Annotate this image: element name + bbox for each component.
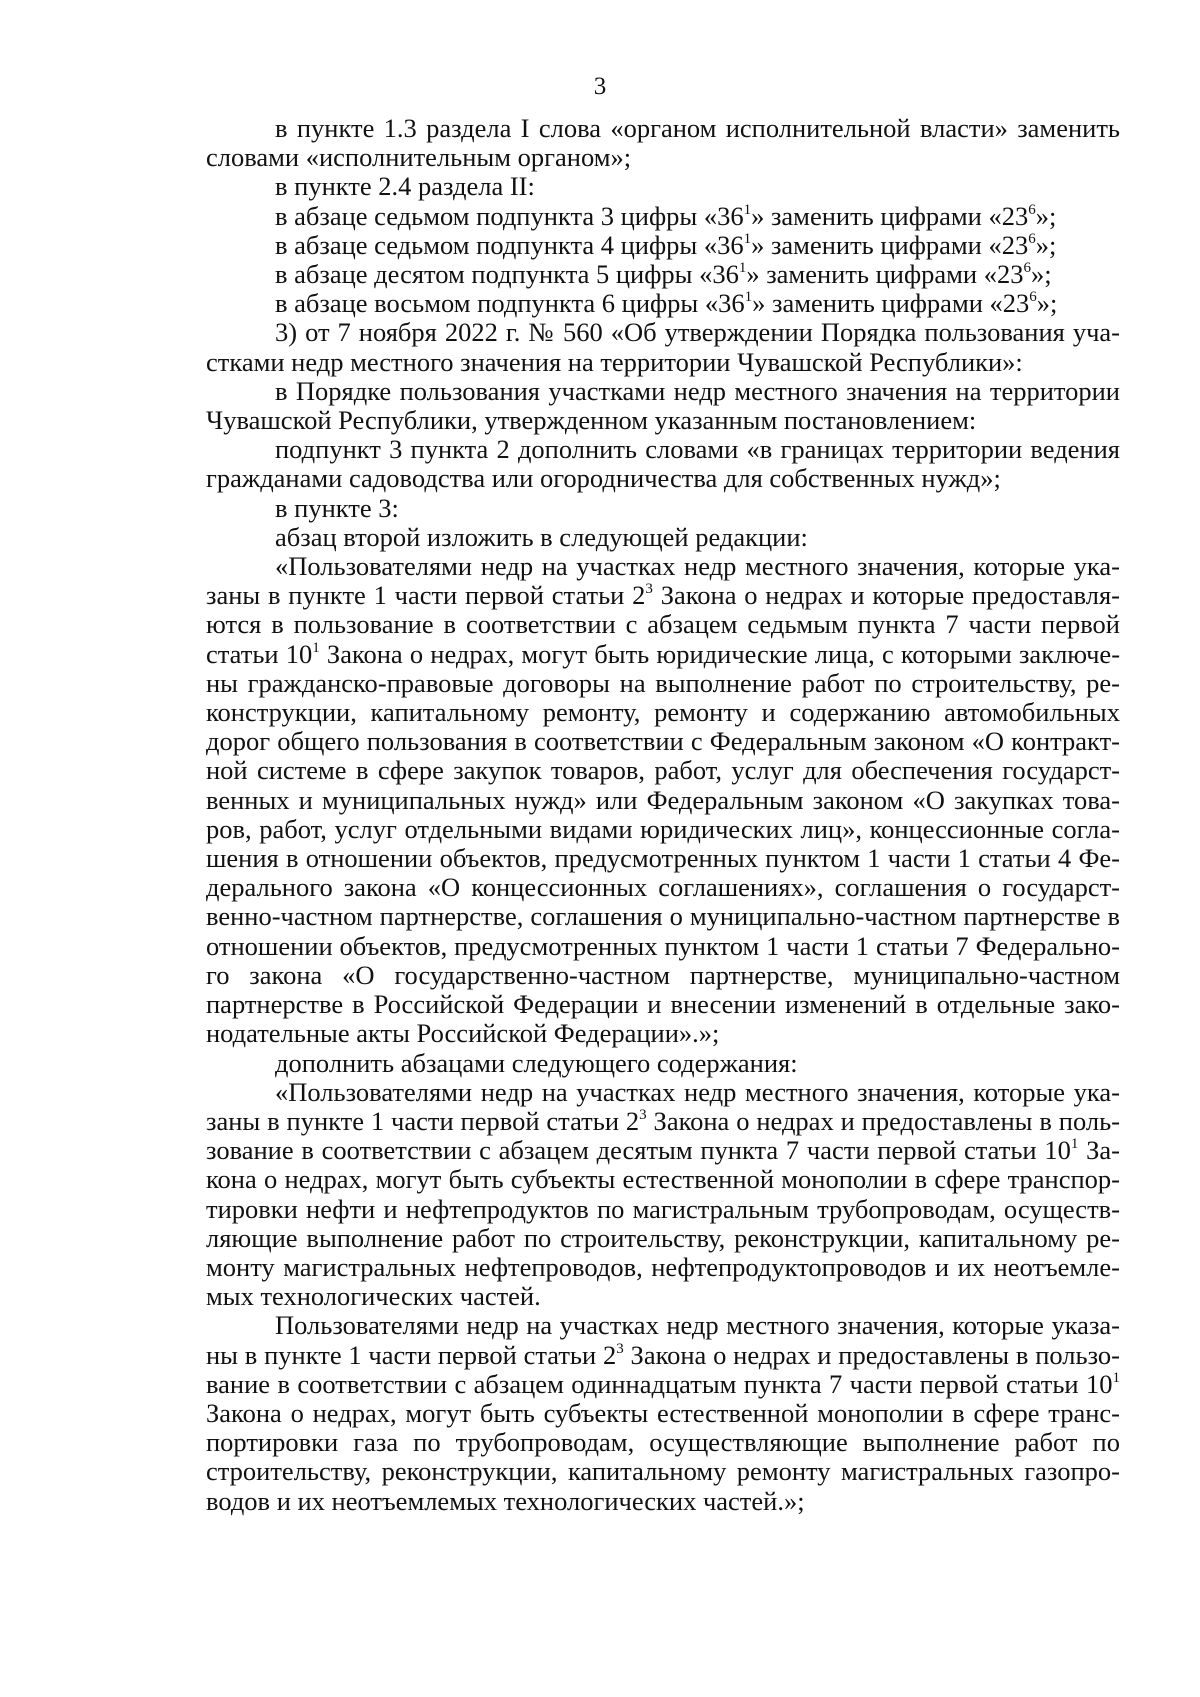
paragraph (206, 1078, 1120, 1312)
paragraph-text: Закона о недрах и предоставлены в пользование в соответствии с абзацем одиннадцатым пункта 7 части первой статьи 10 (206, 1339, 1120, 1399)
paragraph (206, 202, 1120, 231)
paragraph-text: Закона о недрах и предоставлены в пользование в соответствии с абзацем десятым пункта 7 части первой статьи 10 (206, 1105, 1120, 1166)
paragraph (206, 231, 1120, 260)
paragraph (206, 552, 1120, 1048)
paragraph (206, 1311, 1120, 1515)
paragraph-text: в пункте 3: (275, 492, 399, 523)
paragraph-text: абзац второй изложить в следующей редакции: (275, 521, 808, 552)
superscript: 6 (1023, 260, 1031, 277)
superscript: 1 (1070, 1136, 1079, 1153)
superscript: 3 (616, 1340, 624, 1357)
superscript: 1 (312, 639, 320, 656)
paragraph-text: » заменить цифрами «23 (752, 288, 1030, 319)
document-body (206, 114, 1120, 1516)
paragraph-text: » заменить цифрами «23 (746, 259, 1024, 290)
paragraph-text: »; (1035, 200, 1057, 231)
paragraph-text: Закона о недрах, могут быть юридические лица, с которыми заключены гражданско-правовые договоры на выполнение работ по строительству, реконструкции, капитальному ремонту, ремонту и содержанию автомобильных дорог общего пользования в соответствии с Федеральным законом «О контрактной системе в сфере закупок товаров, работ, услуг для обеспечения государственных и муниципальных нужд» или Федеральным законом «О закупках товаров, работ, услуг отдельными видами юридических лиц», концессионные соглашения в отношении объектов, предусмотренных пунктом 1 части 1 статьи 4 Федерального закона «О концессионных соглашениях», соглашения о государственно-частном партнерстве, соглашения о муниципально-частном партнерстве в отношении объектов, предусмотренных пунктом 1 части 1 статьи 7 Федерального закона «О государственно-частном партнерстве, муниципально-частном партнерстве в Российской Федерации и внесении изменений в отдельные законодательные акты Российской Федерации».»; (206, 638, 1121, 1049)
paragraph-text: в абзаце седьмом подпункта 3 цифры «36 (275, 200, 744, 231)
superscript: 1 (743, 230, 752, 247)
superscript: 6 (1029, 289, 1037, 306)
paragraph-text: в абзаце седьмом подпункта 4 цифры «36 (275, 229, 744, 260)
superscript: 1 (744, 289, 753, 306)
page-number: 3 (593, 73, 607, 100)
paragraph (206, 289, 1120, 318)
paragraph-text: в пункте 2.4 раздела II: (275, 171, 535, 202)
paragraph-text: в пункте 1.3 раздела I слова «органом исполнительной власти» заменить словами «исполнительным органом»; (206, 113, 1120, 173)
paragraph (206, 114, 1120, 172)
superscript: 1 (743, 201, 752, 218)
paragraph-text: «Пользователями недр на участках недр местного значения, которые указаны в пункте 1 части первой статьи 2 (206, 551, 1120, 611)
superscript: 3 (639, 1106, 647, 1123)
paragraph-text: »; (1035, 229, 1057, 260)
paragraph (206, 523, 1120, 552)
paragraph (206, 172, 1120, 201)
paragraph-text: » заменить цифрами «23 (751, 200, 1029, 231)
paragraph-text: 3) от 7 ноября 2022 г. № 560 «Об утверждении Порядка пользования участками недр местного значения на территории Чувашской Республики»: (206, 317, 1120, 377)
paragraph (206, 494, 1120, 523)
paragraph (206, 260, 1120, 289)
paragraph-text: подпункт 3 пункта 2 дополнить словами «в границах территории ведения гражданами садоводства или огородничества для собственных нужд»; (206, 434, 1120, 494)
superscript: 6 (1028, 201, 1036, 218)
paragraph-text: Закона о недрах, могут быть субъекты естественной монополии в сфере транспортировки нефти и нефтепродуктов по магистральным трубопроводам, осуществляющие выполнение работ по строительству, реконструкции, капитальному ремонту магистральных нефтепроводов, нефтепродуктопроводов и их неотъемлемых технологических частей. (206, 1135, 1120, 1312)
paragraph-text: » заменить цифрами «23 (751, 229, 1029, 260)
paragraph-text: в абзаце десятом подпункта 5 цифры «36 (275, 259, 739, 290)
paragraph (206, 435, 1120, 493)
paragraph (206, 318, 1120, 376)
paragraph (206, 1049, 1120, 1078)
superscript: 6 (1028, 230, 1036, 247)
paragraph-text: »; (1036, 288, 1058, 319)
paragraph-text: Закона о недрах и которые предоставляются в пользование в соответствии с абзацем седьмым пункта 7 части первой статьи 10 (206, 580, 1120, 669)
paragraph-text: »; (1031, 259, 1052, 290)
paragraph-text: в абзаце восьмом подпункта 6 цифры «36 (275, 288, 745, 319)
paragraph-text: «Пользователями недр на участках недр местного значения, которые указаны в пункте 1 части первой статьи 2 (206, 1076, 1120, 1136)
paragraph (206, 377, 1120, 435)
paragraph-text: Закона о недрах, могут быть субъекты естественной монополии в сфере транспортировки газа по трубопроводам, осуществляющие выполнение работ по строительству, реконструкции, капитальному ремонту магистральных газопроводов и их неотъемлемых технологических частей.»; (206, 1397, 1120, 1516)
paragraph-text: Пользователями недр на участках недр местного значения, которые указаны в пункте 1 части первой статьи 2 (206, 1310, 1120, 1370)
superscript: 1 (1112, 1369, 1120, 1386)
superscript: 1 (738, 260, 747, 277)
paragraph-text: в Порядке пользования участками недр местного значения на территории Чувашской Республики, утвержденном указанным постановлением: (206, 375, 1120, 436)
superscript: 3 (645, 581, 653, 598)
paragraph-text: дополнить абзацами следующего содержания: (275, 1047, 798, 1078)
